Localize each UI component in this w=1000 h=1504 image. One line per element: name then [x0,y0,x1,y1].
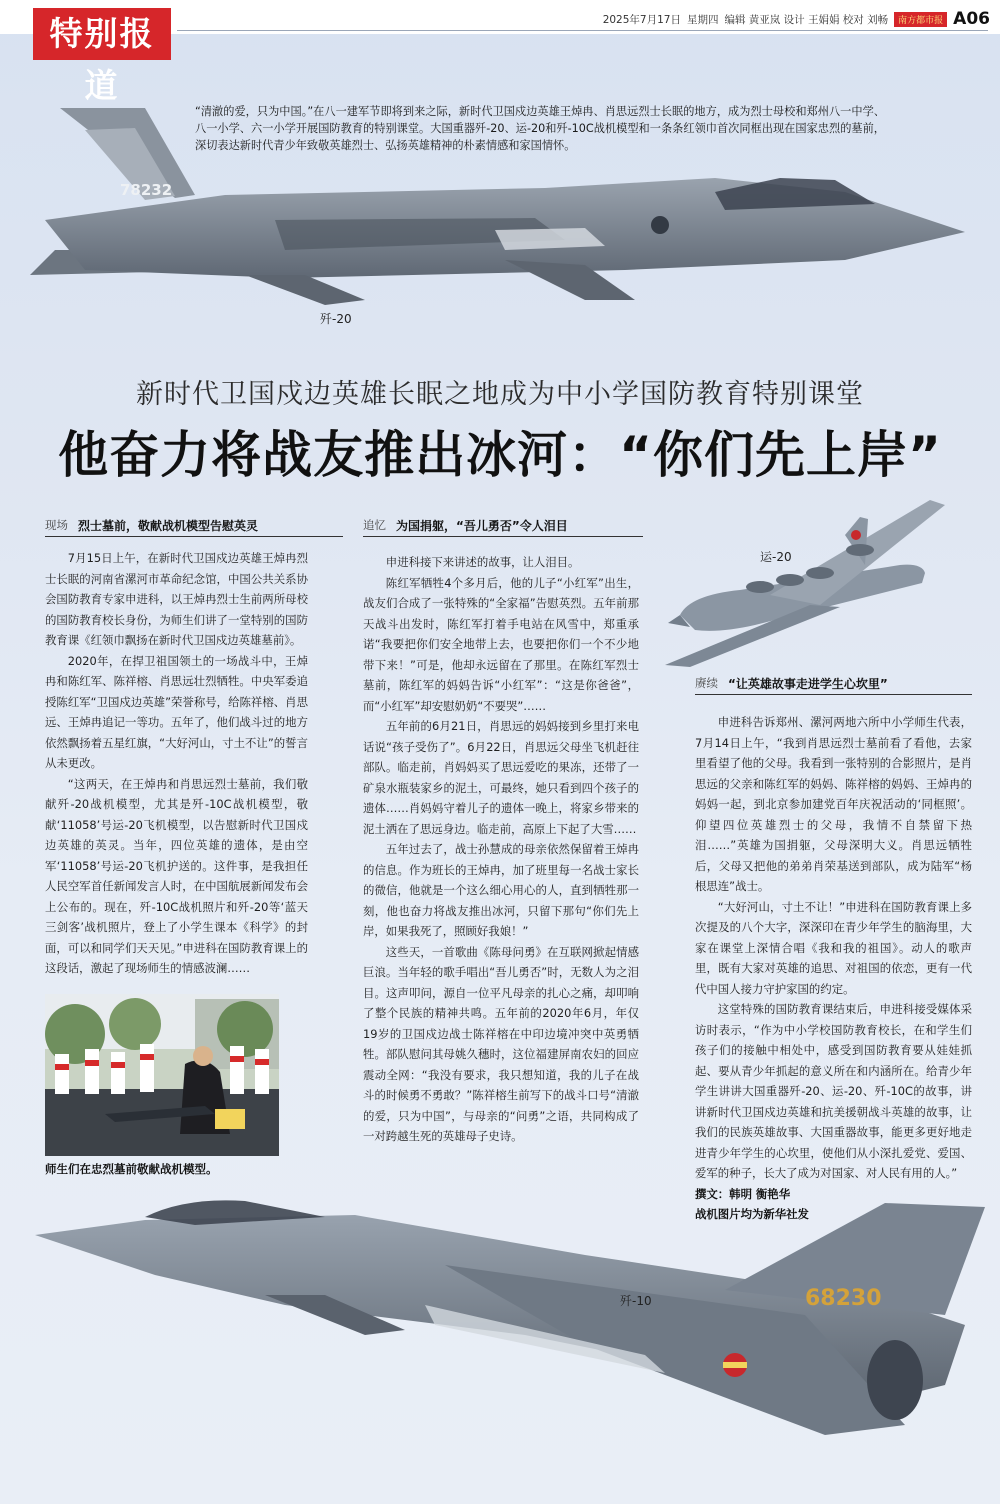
author-byline: 撰文：韩明 衡艳华 [695,1186,791,1201]
col2-kind: 追忆 [363,518,386,532]
col3-title: “让英雄故事走进学生心坎里” [728,676,888,691]
subtitle: 新时代卫国戍边英雄长眠之地成为中小学国防教育特别课堂 [136,379,864,410]
col1-paragraph: 7月15日上午，在新时代卫国戍边英雄王焯冉烈士长眠的河南省漯河市革命纪念馆，中国公共关系协会国防教育专家申进科，以王焯冉烈士生前两所母校的国防教育校长身份，为师生们讲了一堂特别的国防教育课《红领巾飘扬在新时代卫国戍边英雄墓前》。 [45,551,308,647]
j20-label: 歼-20 [320,312,352,326]
header-rule [177,30,988,31]
issue-weekday: 星期四 [686,13,719,26]
headline: 他奋力将战友推出冰河：“你们先上岸” [58,426,942,484]
col1-paragraph: “这两天，在王焯冉和肖思远烈士墓前，我们敬献歼-20战机模型，尤其是歼-10C战机模型，敬献‘11058’号运-20飞机模型，以告慰新时代卫国戍边英雄的英灵。当年，四位英雄的遗体，是由空军‘11058’号运-20飞机护送的。这件事，是我担任人民空军首任新闻发言人时，在中国航展新闻发布会上公布的。现在，歼-10C战机照片和歼-20等‘蓝天三剑客’战机照片，登上了小学生课本《科学》的封面，可以和同学们天天见。”申进科在国防教育课上的这段话，激起了现场师生的情感波澜…… [45,776,308,975]
col2-body [363,552,639,1147]
col2-header [363,514,643,537]
col2-paragraph: 陈红军牺牲4个多月后，他的儿子“小红军”出生，战友们合成了一张特殊的“全家福”告慰英烈。五年前那天战斗出发时，陈红军打着手电站在风雪中，郑重承诺“我要把你们安全地带上去，也要把你们一个不少地带下来！”可是，他却永远留在了那里。在陈红军烈士墓前，陈红军的妈妈告诉“小红军”：“这是你爸爸”，而“小红军”却安慰奶奶“不要哭”…… [363,575,639,713]
staff-credits: 编辑 黄亚岚 设计 王娟娟 校对 刘畅 [724,13,889,26]
issue-date: 2025年7月17日 [602,13,681,26]
col1-paragraph: 2020年，在捍卫祖国领土的一场战斗中，王焯冉和陈红军、陈祥榕、肖思远壮烈牺牲。中央军委追授陈红军“卫国戍边英雄”荣誉称号，给陈祥榕、肖思远、王焯冉追记一等功。五年了，他们战斗过的地方依然飘扬着五星红旗，“大好河山，寸土不让”的誓言从未更改。 [45,653,308,770]
lead-paragraph: “清澈的爱，只为中国。”在八一建军节即将到来之际，新时代卫国戍边英雄王焯冉、肖思远烈士长眠的地方，成为烈士母校和郑州八一中学、八一小学、六一小学开展国防教育的特别课堂。大国重器歼-20、运-20和歼-10C战机模型和一条条红领巾首次同框出现在国家忠烈的墓前，深切表达新时代青少年致敬英雄烈士、弘扬英雄精神的朴素情感和家国情怀。 [195,105,885,152]
col2-paragraph: 这些天，一首歌曲《陈母问勇》在互联网掀起情感巨浪。当年轻的歌手唱出“吾儿勇否”时，无数人为之泪目。这声叩问，源自一位平凡母亲的扎心之痛，却叩响了整个民族的精神共鸣。五年前的2020年6月，年仅19岁的卫国戍边战士陈祥榕在中印边境冲突中英勇牺牲。部队慰问其母姚久穗时，这位福建屏南农妇的回应震动全网：“我没有要求，我只想知道，我的儿子在战斗的时候勇不勇敢？”陈祥榕生前写下的战斗口号“清澈的爱，只为中国”，与母亲的“问勇”之语，共同构成了一对跨越生死的英雄母子史诗。 [363,944,639,1143]
col1-header [45,514,343,537]
col2-paragraph: 申进科接下来讲述的故事，让人泪目。 [385,555,580,569]
y20-label: 运-20 [760,550,792,564]
col3-paragraph: 这堂特殊的国防教育课结束后，申进科接受媒体采访时表示，“作为中小学校国防教育校长，在和学生们孩子们的接触中相处中，感受到国防教育要从娃娃抓起、要从青少年抓起的意义所在和内涵所在。给青少年学生讲讲大国重器歼-20、运-20、歼-10C的故事，讲讲新时代卫国戍边英雄和抗美援朝战斗英雄的故事，让我们的民族英雄故事、大国重器故事，能更多更好地走进青少年学生的心坎里，使他们从小深扎爱党、爱国、爱军的种子，长大了成为对国家、对人民有用的人。” [695,1002,972,1180]
col2-paragraph: 五年过去了，战士孙慧成的母亲依然保留着王焯冉的信息。作为班长的王焯冉，加了班里每一名战士家长的微信，他就是一个这么细心用心的人，直到牺牲那一刻，他也奋力将战友推出冰河，只留下那句“你们先上岸，如果我死了，照顾好我娘！” [363,842,639,938]
col1-kind: 现场 [45,518,68,532]
col3-header [695,672,972,695]
j10-label: 歼-10 [620,1294,652,1308]
photo-credit: 战机图片均为新华社发 [695,1207,809,1221]
j10-aircraft-image [25,1195,990,1465]
section-tag: 特别报道 [33,8,171,60]
masthead [603,10,990,28]
j20-tail-number: 78232 [120,181,173,199]
ceremony-photo [45,994,279,1156]
col3-kind: 赓续 [695,676,718,690]
paper-logo: 南方都市报 [894,12,947,27]
y20-aircraft-image [660,495,960,670]
col3-paragraph: “大好河山，寸土不让！”申进科在国防教育课上多次提及的八个大字，深深印在青少年学生的脑海里，大家在课堂上深情合唱《我和我的祖国》。动人的歌声里，既有大家对英雄的追思、对祖国的依恋，更有一代代中国人接力守护家国的约定。 [695,899,972,996]
col2-paragraph: 五年前的6月21日，肖思远的妈妈接到乡里打来电话说“孩子受伤了”。6月22日，肖思远父母坐飞机赶往部队。临走前，肖妈妈买了思远爱吃的果冻，还带了一矿泉水瓶装家乡的泥土，可最终，她只看到四个孩子的遗体……肖妈妈守着儿子的遗体一晚上，将家乡带来的泥土洒在了思远身边。临走前，高原上下起了大雪…… [363,719,639,836]
col1-body [45,548,308,979]
photo-caption: 师生们在忠烈墓前敬献战机模型。 [45,1162,218,1176]
page-number: A06 [953,9,990,29]
j10-tail-number: 68230 [805,1286,882,1311]
col3-paragraph: 申进科告诉郑州、漯河两地六所中小学师生代表，7月14日上午，“我到肖思远烈士墓前看了看他，去家里看望了他的父母。我看到一张特别的合影照片，是肖思远的父亲和陈红军的妈妈、陈祥榕的妈妈、王焯冉的妈妈一起，到北京参加建党百年庆祝活动的‘同框照’。仰望四位英雄烈士的父母，我情不自禁留下热泪……”英雄为国捐躯，父母深明大义。肖思远牺牲后，父母又把他的弟弟肖荣基送到部队，成为陆军“杨根思连”战士。 [695,715,972,893]
col1-title: 烈士墓前，敬献战机模型告慰英灵 [78,518,259,533]
col3-body [695,712,972,1225]
col2-title: 为国捐躯，“吾儿勇否”令人泪目 [396,518,568,533]
